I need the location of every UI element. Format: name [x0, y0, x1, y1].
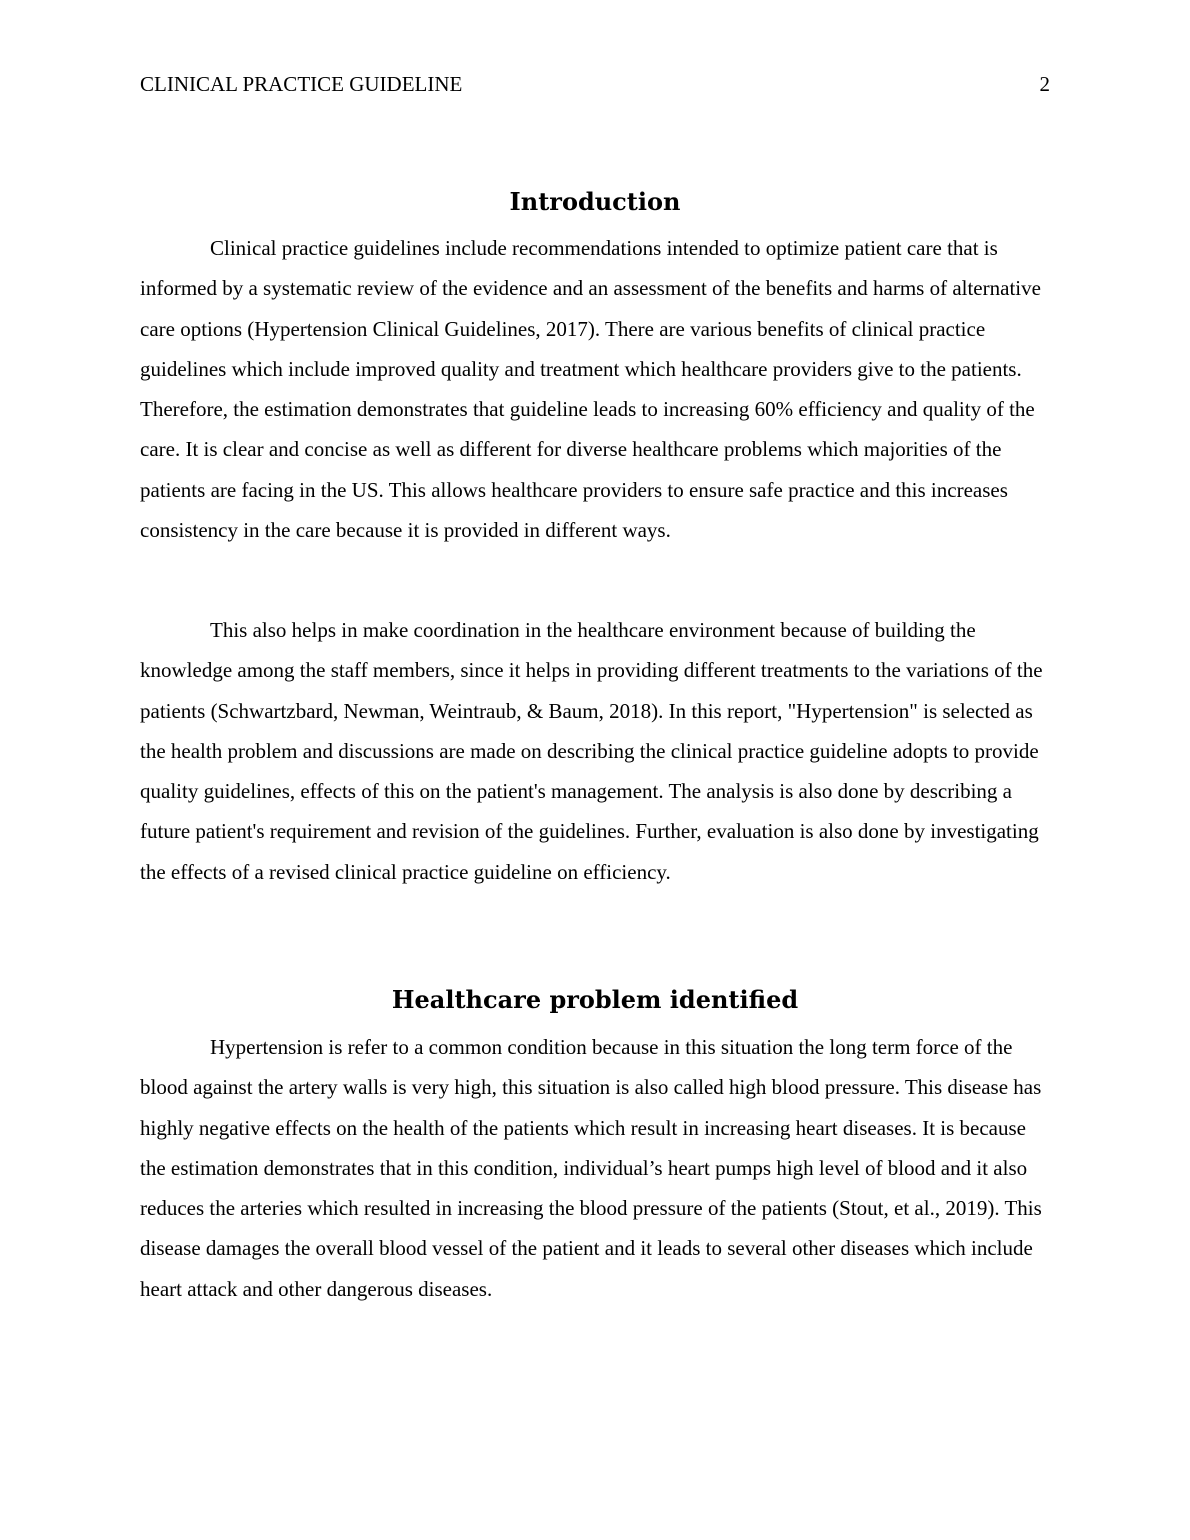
running-head-title: CLINICAL PRACTICE GUIDELINE: [140, 72, 463, 96]
introduction-paragraph-1: Clinical practice guidelines include recommendations intended to optimize patient care that is informed by a systematic review of the evidence and an assessment of the benefits and harms of alternative care options (Hypertension Clinical Guidelines, 2017). There are various benefits of clinical practice guidelines which include improved quality and treatment which healthcare providers give to the patients. Therefore, the estimation demonstrates that guideline leads to increasing 60% efficiency and quality of the care. It is clear and concise as well as different for diverse healthcare problems which majorities of the patients are facing in the US. This allows healthcare providers to ensure safe practice and this increases consistency in the care because it is provided in different ways.: [140, 236, 1041, 543]
running-head: [140, 70, 1050, 98]
section-heading-healthcare-problem: Healthcare problem identified: [391, 985, 799, 1014]
section-heading-introduction: Introduction: [509, 187, 681, 216]
introduction-paragraph-2: This also helps in make coordination in the healthcare environment because of building the knowledge among the staff members, since it helps in providing different treatments to the variations of the patients (Schwartzbard, Newman, Weintraub, & Baum, 2018). In this report, "Hypertension" is selected as the health problem and discussions are made on describing the clinical practice guideline adopts to provide quality guidelines, effects of this on the patient's management. The analysis is also done by describing a future patient's requirement and revision of the guidelines. Further, evaluation is also done by investigating the effects of a revised clinical practice guideline on efficiency.: [140, 618, 1043, 884]
healthcare-problem-paragraph-1: Hypertension is refer to a common condition because in this situation the long term force of the blood against the artery walls is very high, this situation is also called high blood pressure. This disease has highly negative effects on the health of the patients which result in increasing heart diseases. It is because the estimation demonstrates that in this condition, individual’s heart pumps high level of blood and it also reduces the arteries which resulted in increasing the blood pressure of the patients (Stout, et al., 2019). This disease damages the overall blood vessel of the patient and it leads to several other diseases which include heart attack and other dangerous diseases.: [140, 1035, 1042, 1301]
page-number: 2: [1039, 72, 1050, 96]
